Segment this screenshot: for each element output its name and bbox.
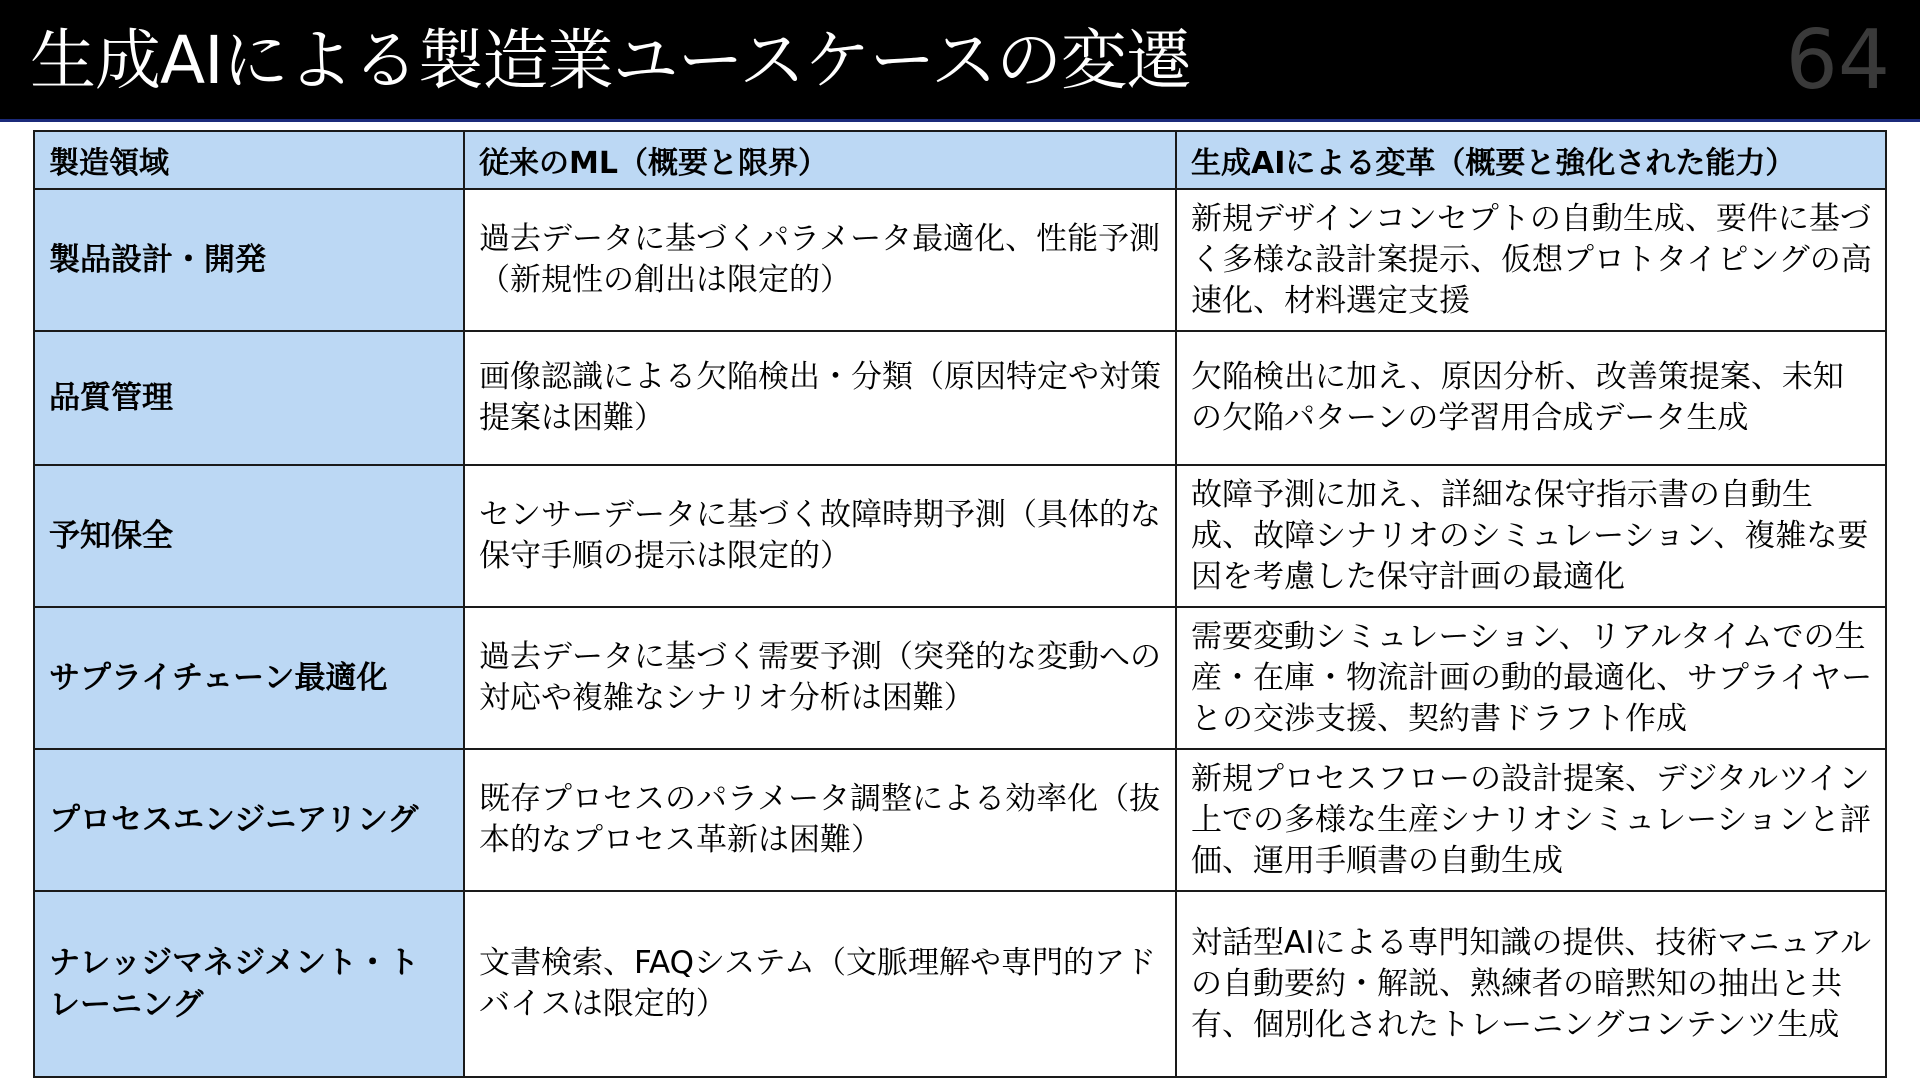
table-header-row: [34, 131, 1886, 189]
domain-cell: 品質管理: [34, 331, 464, 465]
traditional-ml-cell: 過去データに基づくパラメータ最適化、性能予測（新規性の創出は限定的）: [464, 189, 1176, 331]
domain-cell: ナレッジマネジメント・トレーニング: [34, 891, 464, 1077]
domain-cell: プロセスエンジニアリング: [34, 749, 464, 891]
table-row: [34, 189, 1886, 331]
header-generative-ai: 生成AIによる変革（概要と強化された能力）: [1176, 131, 1886, 189]
header-traditional-ml: 従来のML（概要と限界）: [464, 131, 1176, 189]
traditional-ml-cell: センサーデータに基づく故障時期予測（具体的な保守手順の提示は限定的）: [464, 465, 1176, 607]
table-row: [34, 607, 1886, 749]
header-domain: 製造領域: [34, 131, 464, 189]
traditional-ml-cell: 文書検索、FAQシステム（文脈理解や専門的アドバイスは限定的）: [464, 891, 1176, 1077]
generative-ai-cell: 欠陥検出に加え、原因分析、改善策提案、未知の欠陥パターンの学習用合成データ生成: [1176, 331, 1886, 465]
comparison-table: [33, 130, 1887, 1078]
domain-cell: 製品設計・開発: [34, 189, 464, 331]
traditional-ml-cell: 既存プロセスのパラメータ調整による効率化（抜本的なプロセス革新は困難）: [464, 749, 1176, 891]
traditional-ml-cell: 画像認識による欠陥検出・分類（原因特定や対策提案は困難）: [464, 331, 1176, 465]
page-number: 64: [1785, 13, 1890, 108]
generative-ai-cell: 故障予測に加え、詳細な保守指示書の自動生成、故障シナリオのシミュレーション、複雑な要因を考慮した保守計画の最適化: [1176, 465, 1886, 607]
table-row: [34, 749, 1886, 891]
generative-ai-cell: 新規プロセスフローの設計提案、デジタルツイン上での多様な生産シナリオシミュレーションと評価、運用手順書の自動生成: [1176, 749, 1886, 891]
generative-ai-cell: 需要変動シミュレーション、リアルタイムでの生産・在庫・物流計画の動的最適化、サプライヤーとの交渉支援、契約書ドラフト作成: [1176, 607, 1886, 749]
domain-cell: 予知保全: [34, 465, 464, 607]
generative-ai-cell: 新規デザインコンセプトの自動生成、要件に基づく多様な設計案提示、仮想プロトタイピングの高速化、材料選定支援: [1176, 189, 1886, 331]
table-row: [34, 331, 1886, 465]
table-row: [34, 465, 1886, 607]
comparison-table-container: [33, 130, 1885, 1078]
table-row: [34, 891, 1886, 1077]
domain-cell: サプライチェーン最適化: [34, 607, 464, 749]
title-bar: [0, 0, 1920, 122]
traditional-ml-cell: 過去データに基づく需要予測（突発的な変動への対応や複雑なシナリオ分析は困難）: [464, 607, 1176, 749]
slide-title: 生成AIによる製造業ユースケースの変遷: [30, 22, 1192, 99]
generative-ai-cell: 対話型AIによる専門知識の提供、技術マニュアルの自動要約・解説、熟練者の暗黙知の抽出と共有、個別化されたトレーニングコンテンツ生成: [1176, 891, 1886, 1077]
